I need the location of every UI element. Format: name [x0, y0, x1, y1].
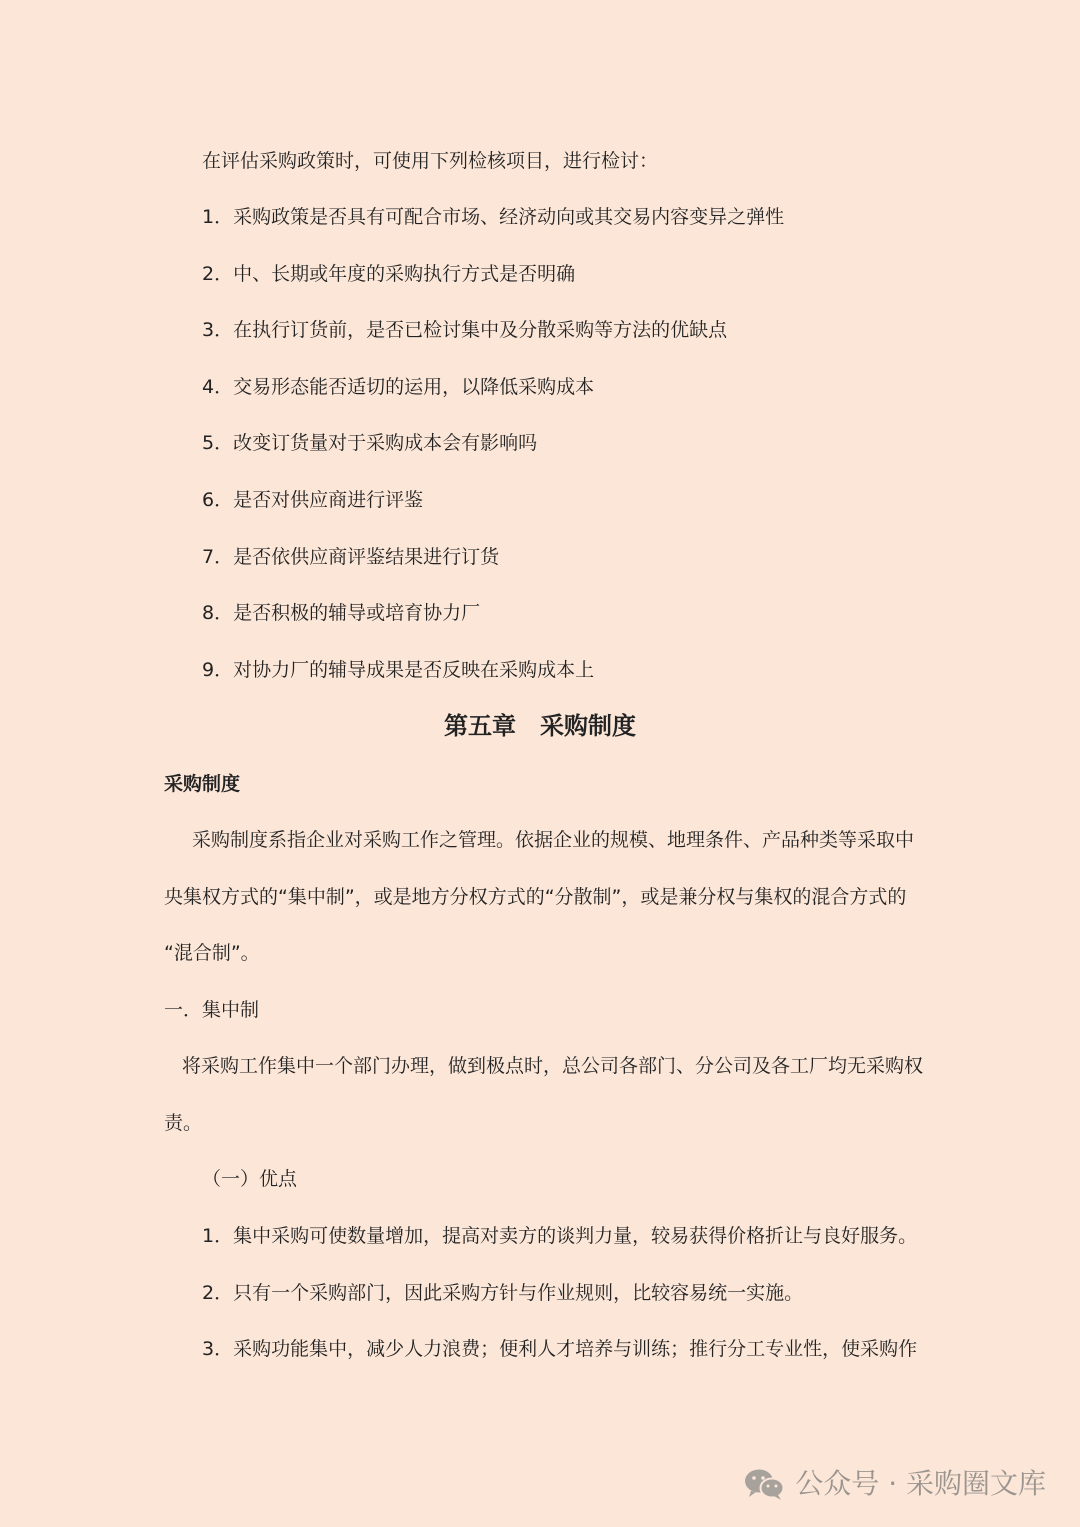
- definition-line: 采购制度系指企业对采购工作之管理。依据企业的规模、地理条件、产品种类等采取中: [192, 829, 915, 851]
- centralized-desc-line: 将采购工作集中一个部门办理，做到极点时，总公司各部门、分公司及各工厂均无采购权: [182, 1055, 924, 1077]
- watermark-text: 公众号 · 采购圈文库: [795, 1467, 1046, 1500]
- checklist-item: 8．是否积极的辅导或培育协力厂: [202, 602, 481, 624]
- chapter-title: 第五章 采购制度: [444, 712, 636, 740]
- checklist-item: 4．交易形态能否适切的运用，以降低采购成本: [202, 376, 595, 398]
- checklist-item: 9．对协力厂的辅导成果是否反映在采购成本上: [202, 659, 595, 681]
- definition-line: 央集权方式的“集中制”，或是地方分权方式的“分散制”，或是兼分权与集权的混合方式的: [164, 886, 907, 908]
- definition-line: “混合制”。: [164, 942, 260, 964]
- intro-text: 在评估采购政策时，可使用下列检核项目，进行检讨：: [202, 150, 659, 172]
- checklist-item: 6．是否对供应商进行评鉴: [202, 489, 424, 511]
- checklist-item: 5．改变订货量对于采购成本会有影响吗: [202, 432, 538, 454]
- subsection-title: 一．集中制: [164, 999, 260, 1021]
- watermark: [743, 1467, 1046, 1501]
- wechat-icon: [743, 1467, 785, 1501]
- section-title: 采购制度: [164, 773, 241, 795]
- checklist-item: 3．在执行订货前，是否已检讨集中及分散采购等方法的优缺点: [202, 319, 728, 341]
- advantage-item: 2．只有一个采购部门，因此采购方针与作业规则，比较容易统一实施。: [202, 1282, 804, 1304]
- advantage-item: 3．采购功能集中，减少人力浪费；便利人才培养与训练；推行分工专业性，使采购作: [202, 1338, 918, 1360]
- advantages-title: （一）优点: [202, 1168, 298, 1190]
- checklist-item: 2．中、长期或年度的采购执行方式是否明确: [202, 263, 576, 285]
- centralized-desc-line: 责。: [164, 1112, 203, 1134]
- checklist-item: 7．是否依供应商评鉴结果进行订货: [202, 546, 500, 568]
- checklist-item: 1．采购政策是否具有可配合市场、经济动向或其交易内容变异之弹性: [202, 206, 785, 228]
- advantage-item: 1．集中采购可使数量增加，提高对卖方的谈判力量，较易获得价格折让与良好服务。: [202, 1225, 918, 1247]
